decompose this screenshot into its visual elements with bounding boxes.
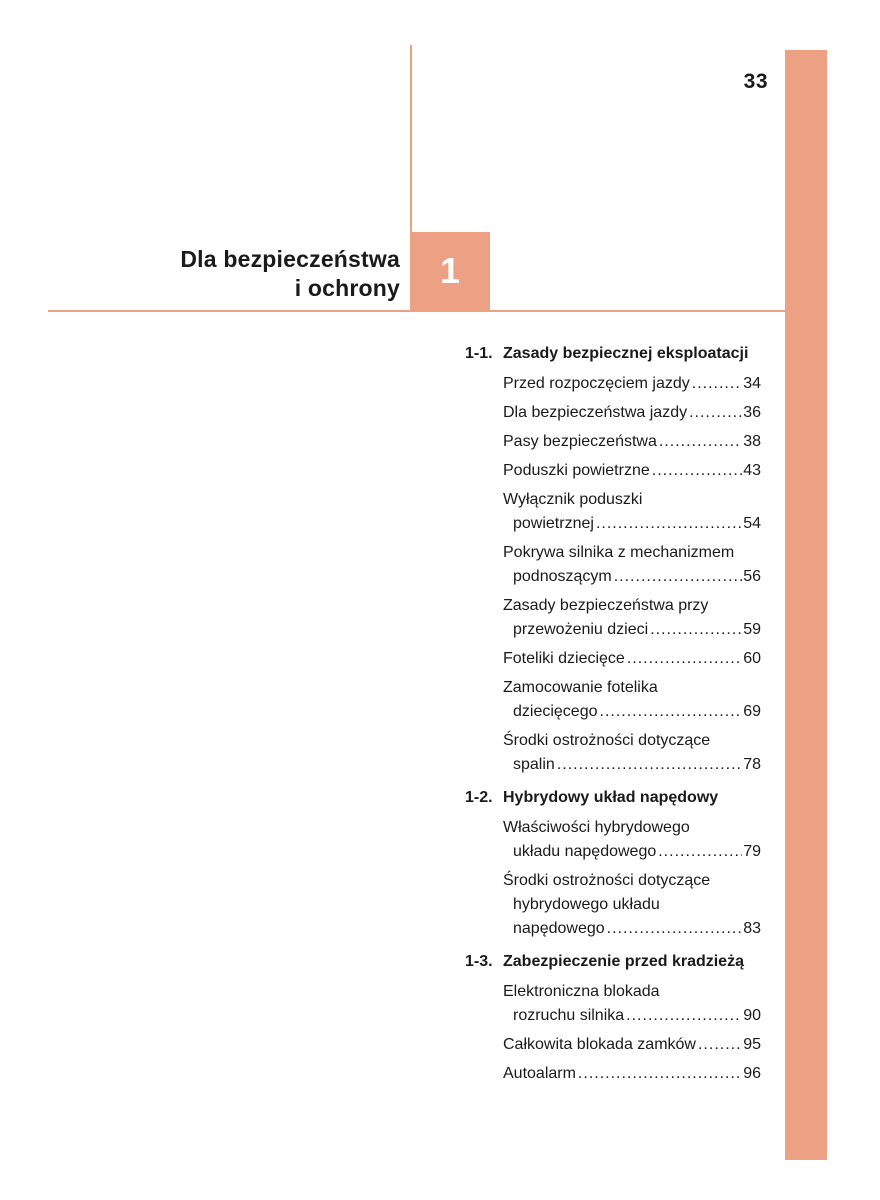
toc-item-line (503, 430, 761, 454)
toc-item-text: Środki ostrożności dotyczące (503, 872, 711, 889)
toc-item-text: Wyłącznik poduszki (503, 491, 643, 508)
toc-item-text: napędowego (513, 920, 605, 937)
toc-item-page: 90 (743, 1007, 761, 1024)
toc-item-text: Środki ostrożności dotyczące (503, 732, 711, 749)
right-edge-accent-bar (785, 50, 827, 1160)
toc-item (503, 372, 761, 396)
toc (465, 342, 761, 1091)
toc-item-page: 69 (743, 703, 761, 720)
toc-section-title: Hybrydowy układ napędowy (503, 789, 719, 806)
toc-item-page: 38 (743, 433, 761, 450)
toc-item-line (503, 869, 761, 893)
toc-item-line (503, 1062, 761, 1086)
toc-item-page: 78 (743, 756, 761, 773)
toc-item-page: 54 (743, 515, 761, 532)
toc-item-line (503, 647, 761, 671)
toc-item-page: 36 (743, 404, 761, 421)
dot-leader (626, 1004, 742, 1028)
toc-item (503, 729, 761, 777)
dot-leader (607, 917, 743, 941)
toc-item-text: dziecięcego (513, 703, 598, 720)
toc-section-label: 1-3. (465, 953, 493, 970)
toc-item (503, 980, 761, 1028)
toc-item-page: 56 (743, 568, 761, 585)
toc-item-line (503, 816, 761, 840)
toc-section-label: 1-1. (465, 345, 493, 362)
toc-item-text: układu napędowego (513, 843, 657, 860)
toc-item-line (503, 676, 761, 700)
chapter-title-line-2: i ochrony (294, 275, 400, 301)
toc-item-text: Zasady bezpieczeństwa przy (503, 597, 709, 614)
toc-item (503, 459, 761, 483)
toc-item-line (503, 1004, 761, 1028)
toc-section-header (465, 950, 761, 974)
toc-item-line (503, 700, 761, 724)
toc-item-line (503, 565, 761, 589)
dot-leader (692, 372, 742, 396)
dot-leader (557, 753, 742, 777)
toc-item-text: Całkowita blokada zamków (503, 1036, 696, 1053)
toc-item-text: Autoalarm (503, 1065, 576, 1082)
toc-item-text: Poduszki powietrzne (503, 462, 650, 479)
toc-section-header (465, 786, 761, 810)
dot-leader (652, 459, 742, 483)
toc-section-header (465, 342, 761, 366)
dot-leader (650, 618, 742, 642)
toc-item-text: podnoszącym (513, 568, 612, 585)
toc-item-line (503, 729, 761, 753)
toc-item (503, 816, 761, 864)
toc-item-line (503, 488, 761, 512)
toc-section (465, 342, 761, 777)
toc-section-title: Zasady bezpiecznej eksploatacji (503, 345, 749, 362)
dot-leader (689, 401, 742, 425)
toc-item-page: 60 (743, 650, 761, 667)
toc-item-line (503, 594, 761, 618)
toc-item-page: 43 (743, 462, 761, 479)
dot-leader (614, 565, 742, 589)
toc-item-line (503, 459, 761, 483)
toc-item-text: Dla bezpieczeństwa jazdy (503, 404, 688, 421)
toc-item (503, 541, 761, 589)
toc-items (503, 372, 761, 777)
toc-item (503, 430, 761, 454)
toc-item-text: Elektroniczna blokada (503, 983, 660, 1000)
toc-item (503, 594, 761, 642)
dot-leader (658, 840, 742, 864)
chapter-vertical-rule (410, 45, 412, 232)
dot-leader (698, 1033, 742, 1057)
chapter-number-box (410, 232, 490, 310)
page-number: 33 (743, 70, 768, 93)
toc-item (503, 488, 761, 536)
dot-leader (596, 512, 742, 536)
toc-item-text: hybrydowego układu (513, 896, 660, 913)
toc-item (503, 1062, 761, 1086)
toc-item-text: powietrznej (513, 515, 594, 532)
toc-items (503, 816, 761, 941)
toc-item-line (503, 893, 761, 917)
toc-item-page: 59 (743, 621, 761, 638)
toc-item-page: 83 (743, 920, 761, 937)
toc-section (465, 950, 761, 1086)
horizontal-accent-rule (48, 310, 785, 312)
toc-items (503, 980, 761, 1086)
toc-section-label: 1-2. (465, 789, 493, 806)
toc-item (503, 401, 761, 425)
toc-item-line (503, 980, 761, 1004)
toc-item (503, 676, 761, 724)
toc-item-line (503, 753, 761, 777)
toc-item-line (503, 917, 761, 941)
toc-item-page: 34 (743, 375, 761, 392)
chapter-title-line-1: Dla bezpieczeństwa (180, 246, 400, 272)
dot-leader (600, 700, 743, 724)
dot-leader (659, 430, 742, 454)
toc-item-page: 95 (743, 1036, 761, 1053)
toc-item-line (503, 401, 761, 425)
chapter-title (40, 245, 400, 303)
toc-item (503, 647, 761, 671)
dot-leader (627, 647, 742, 671)
toc-item-text: przewożeniu dzieci (513, 621, 649, 638)
toc-item-line (503, 512, 761, 536)
toc-item-line (503, 840, 761, 864)
toc-item-text: Zamocowanie fotelika (503, 679, 658, 696)
toc-item-text: Właściwości hybrydowego (503, 819, 690, 836)
toc-item-text: rozruchu silnika (513, 1007, 625, 1024)
toc-section (465, 786, 761, 941)
dot-leader (578, 1062, 742, 1086)
toc-item (503, 869, 761, 941)
toc-item-line (503, 372, 761, 396)
chapter-number: 1 (439, 250, 461, 291)
toc-item-text: Pokrywa silnika z mechanizmem (503, 544, 735, 561)
toc-item-text: Przed rozpoczęciem jazdy (503, 375, 690, 392)
toc-item-line (503, 618, 761, 642)
toc-section-title: Zabezpieczenie przed kradzieżą (503, 953, 744, 970)
toc-item-page: 79 (743, 843, 761, 860)
toc-item-line (503, 541, 761, 565)
toc-item-line (503, 1033, 761, 1057)
toc-item-page: 96 (743, 1065, 761, 1082)
toc-item (503, 1033, 761, 1057)
toc-item-text: Foteliki dziecięce (503, 650, 625, 667)
toc-item-text: Pasy bezpieczeństwa (503, 433, 657, 450)
toc-item-text: spalin (513, 756, 555, 773)
